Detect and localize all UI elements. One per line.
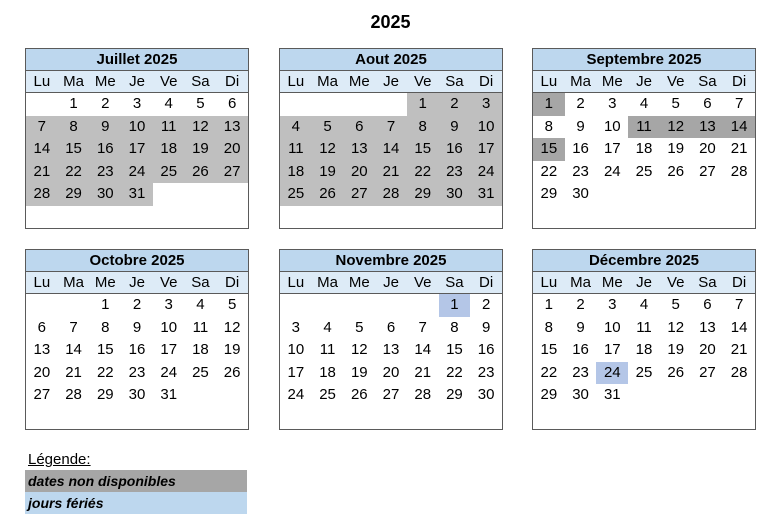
day-cell: 6 <box>703 95 712 112</box>
day-cell: 5 <box>355 318 364 336</box>
day-cell: 14 <box>26 138 58 161</box>
day-cell: 28 <box>65 386 82 403</box>
day-cell: 28 <box>730 162 748 180</box>
day-cell: 9 <box>89 116 121 139</box>
day-cell: 29 <box>540 386 558 403</box>
weekday-header <box>533 271 755 294</box>
weekday-label: Je <box>636 274 652 291</box>
day-cell: 1 <box>544 296 554 313</box>
day-cell: 12 <box>185 116 217 139</box>
weekday-label: Ve <box>413 73 432 90</box>
day-cell: 16 <box>477 341 495 358</box>
day-cell: 16 <box>89 138 121 161</box>
day-cell: 23 <box>439 161 471 184</box>
day-cell: 21 <box>730 140 748 157</box>
day-cell: 9 <box>576 117 585 135</box>
weekday-label: Sa <box>445 274 464 291</box>
day-cell: 7 <box>69 318 78 336</box>
day-cell: 26 <box>185 161 217 184</box>
day-cell: 10 <box>287 341 305 358</box>
weekday-header <box>26 70 248 93</box>
day-cell: 12 <box>223 318 241 336</box>
day-cell: 16 <box>572 341 589 358</box>
day-cell: 2 <box>576 296 585 313</box>
weekday-label: Ve <box>666 274 685 291</box>
day-grid <box>280 93 502 228</box>
day-cell: 9 <box>132 318 142 336</box>
day-cell: 22 <box>446 363 463 381</box>
weekday-label: Lu <box>540 274 558 291</box>
empty-cell <box>280 93 312 116</box>
weekday-label: Di <box>479 274 494 291</box>
day-cell: 30 <box>439 183 471 206</box>
day-cell: 19 <box>312 161 344 184</box>
empty-cell <box>280 294 312 317</box>
day-cell: 6 <box>37 318 47 336</box>
month-calendar <box>25 48 249 229</box>
day-cell: 25 <box>635 162 653 180</box>
day-cell: 16 <box>572 140 589 157</box>
empty-cell <box>343 294 375 317</box>
month-title: Décembre 2025 <box>533 249 755 271</box>
day-grid <box>26 93 248 228</box>
day-cell: 3 <box>132 95 142 112</box>
day-cell: 20 <box>343 161 375 184</box>
month-title: Septembre 2025 <box>533 48 755 70</box>
day-cell: 27 <box>699 363 716 381</box>
weekday-label: Ma <box>63 274 84 291</box>
day-cell: 7 <box>375 116 407 139</box>
day-cell: 6 <box>343 116 375 139</box>
month-calendar <box>25 249 249 430</box>
weekday-label: Ma <box>570 73 591 90</box>
weekday-label: Sa <box>191 274 210 291</box>
weekday-label: Ve <box>159 274 178 291</box>
day-cell: 5 <box>196 95 205 112</box>
day-cell: 3 <box>608 95 617 112</box>
day-cell: 6 <box>703 296 712 313</box>
day-cell: 26 <box>667 363 685 381</box>
day-cell: 17 <box>121 138 153 161</box>
weekday-label: Je <box>129 274 145 291</box>
day-cell: 26 <box>350 386 368 403</box>
day-grid <box>533 93 755 228</box>
day-cell: 1 <box>407 93 439 116</box>
day-cell: 19 <box>185 138 217 161</box>
day-cell: 30 <box>477 386 495 403</box>
day-cell: 2 <box>101 95 110 112</box>
month-calendar <box>279 48 503 229</box>
weekday-header <box>280 70 502 93</box>
day-cell: 25 <box>192 363 209 381</box>
day-cell: 25 <box>319 386 336 403</box>
month-calendar <box>532 48 756 229</box>
weekday-label: Lu <box>287 73 305 90</box>
day-cell: 24 <box>470 161 502 184</box>
day-cell: 6 <box>386 318 396 336</box>
day-cell: 1 <box>439 294 471 317</box>
day-cell: 18 <box>153 138 185 161</box>
day-cell: 27 <box>382 386 400 403</box>
day-cell: 20 <box>699 341 716 358</box>
legend <box>25 450 247 514</box>
day-cell: 29 <box>58 183 90 206</box>
day-cell: 4 <box>639 95 649 112</box>
empty-cell <box>375 294 407 317</box>
day-cell: 13 <box>692 116 724 139</box>
day-cell: 8 <box>450 318 459 336</box>
day-cell: 4 <box>280 116 312 139</box>
day-cell: 7 <box>734 95 744 112</box>
day-cell: 3 <box>608 296 617 313</box>
day-cell: 7 <box>26 116 58 139</box>
weekday-label: Di <box>479 73 494 90</box>
day-cell: 2 <box>576 95 585 112</box>
day-cell: 13 <box>343 138 375 161</box>
day-cell: 21 <box>65 363 82 381</box>
day-cell: 20 <box>33 363 51 381</box>
weekday-label: Me <box>94 73 116 90</box>
day-cell: 18 <box>635 341 653 358</box>
weekday-label: Lu <box>33 73 51 90</box>
day-cell: 24 <box>596 362 628 385</box>
day-cell: 22 <box>407 161 439 184</box>
day-cell: 13 <box>33 341 51 358</box>
day-cell: 20 <box>699 140 716 157</box>
day-grid <box>280 294 502 429</box>
day-cell: 14 <box>730 318 748 336</box>
day-cell: 17 <box>470 138 502 161</box>
day-cell: 11 <box>280 138 312 161</box>
day-cell: 27 <box>343 183 375 206</box>
month-title: Juillet 2025 <box>26 48 248 70</box>
weekday-header <box>280 271 502 294</box>
day-cell: 26 <box>312 183 344 206</box>
day-cell: 11 <box>153 116 185 139</box>
day-cell: 15 <box>58 138 90 161</box>
month-title: Aout 2025 <box>280 48 502 70</box>
month-calendar <box>532 249 756 430</box>
day-cell: 18 <box>319 363 336 381</box>
day-cell: 9 <box>481 318 491 336</box>
day-cell: 31 <box>603 386 621 403</box>
day-cell: 30 <box>128 386 146 403</box>
day-cell: 16 <box>439 138 471 161</box>
day-cell: 7 <box>418 318 427 336</box>
empty-cell <box>58 294 90 317</box>
day-cell: 12 <box>667 318 685 336</box>
month-title: Novembre 2025 <box>280 249 502 271</box>
day-cell: 25 <box>153 161 185 184</box>
day-cell: 8 <box>101 318 110 336</box>
day-cell: 23 <box>128 363 146 381</box>
day-cell: 20 <box>216 138 248 161</box>
day-cell: 5 <box>671 95 680 112</box>
day-cell: 11 <box>319 341 336 358</box>
day-cell: 8 <box>544 117 554 135</box>
day-cell: 14 <box>414 341 432 358</box>
weekday-header <box>533 70 755 93</box>
day-cell: 31 <box>470 183 502 206</box>
day-cell: 5 <box>671 296 680 313</box>
day-cell: 23 <box>89 161 121 184</box>
empty-cell <box>312 294 344 317</box>
weekday-label: Ma <box>570 274 591 291</box>
day-cell: 9 <box>439 116 471 139</box>
weekday-label: Me <box>94 274 116 291</box>
weekday-label: Je <box>383 274 399 291</box>
day-cell: 11 <box>192 318 209 336</box>
day-cell: 30 <box>572 386 589 403</box>
day-cell: 15 <box>407 138 439 161</box>
day-cell: 14 <box>723 116 755 139</box>
day-cell: 15 <box>446 341 463 358</box>
day-cell: 28 <box>730 363 748 381</box>
weekday-label: Je <box>129 73 145 90</box>
day-cell: 31 <box>160 386 178 403</box>
day-cell: 10 <box>160 318 178 336</box>
day-cell: 5 <box>227 296 237 313</box>
day-cell: 2 <box>481 296 491 313</box>
day-grid <box>533 294 755 429</box>
day-cell: 22 <box>96 363 114 381</box>
empty-cell <box>26 294 58 317</box>
day-cell: 1 <box>101 296 110 313</box>
day-cell: 5 <box>312 116 344 139</box>
month-calendar <box>279 249 503 430</box>
day-cell: 25 <box>635 363 653 381</box>
weekday-label: Di <box>225 274 240 291</box>
day-cell: 14 <box>375 138 407 161</box>
weekday-label: Je <box>383 73 399 90</box>
weekday-label: Sa <box>698 274 717 291</box>
day-cell: 4 <box>164 95 173 112</box>
empty-cell <box>407 294 439 317</box>
empty-cell <box>312 93 344 116</box>
day-cell: 29 <box>446 386 463 403</box>
day-cell: 17 <box>603 140 621 157</box>
day-grid <box>26 294 248 429</box>
day-cell: 8 <box>544 318 554 336</box>
day-cell: 29 <box>407 183 439 206</box>
day-cell: 26 <box>667 162 685 180</box>
day-cell: 20 <box>382 363 400 381</box>
day-cell: 4 <box>323 318 332 336</box>
day-cell: 27 <box>216 161 248 184</box>
weekday-label: Ve <box>159 73 178 90</box>
weekday-label: Ve <box>666 73 685 90</box>
day-cell: 10 <box>121 116 153 139</box>
day-cell: 27 <box>33 386 51 403</box>
day-cell: 19 <box>667 341 685 358</box>
day-cell: 23 <box>477 363 495 381</box>
weekday-label: Me <box>348 73 370 90</box>
day-cell: 8 <box>58 116 90 139</box>
day-cell: 24 <box>160 363 178 381</box>
day-cell: 29 <box>540 185 558 202</box>
day-cell: 21 <box>26 161 58 184</box>
weekday-label: Di <box>732 274 747 291</box>
weekday-label: Ma <box>317 274 338 291</box>
legend-holidays: jours fériés <box>25 492 247 514</box>
weekday-label: Di <box>732 73 747 90</box>
empty-cell <box>26 93 58 116</box>
day-cell: 14 <box>65 341 82 358</box>
day-cell: 15 <box>533 138 565 161</box>
legend-title: Légende: <box>28 451 91 468</box>
day-cell: 18 <box>635 140 653 157</box>
day-cell: 28 <box>375 183 407 206</box>
day-cell: 3 <box>164 296 173 313</box>
day-cell: 28 <box>26 183 58 206</box>
day-cell: 22 <box>540 363 558 381</box>
weekday-label: Ve <box>413 274 432 291</box>
year-title: 2025 <box>370 12 411 32</box>
day-cell: 10 <box>603 117 621 135</box>
day-cell: 30 <box>572 185 589 202</box>
day-cell: 3 <box>470 93 502 116</box>
day-cell: 12 <box>312 138 344 161</box>
day-cell: 21 <box>375 161 407 184</box>
day-cell: 2 <box>439 93 471 116</box>
weekday-label: Sa <box>191 73 210 90</box>
day-cell: 9 <box>576 318 585 336</box>
empty-cell <box>343 93 375 116</box>
day-cell: 17 <box>160 341 178 358</box>
day-cell: 23 <box>572 363 589 381</box>
day-cell: 28 <box>414 386 432 403</box>
day-cell: 30 <box>89 183 121 206</box>
day-cell: 21 <box>414 363 432 381</box>
day-cell: 1 <box>69 95 78 112</box>
day-cell: 27 <box>699 162 716 180</box>
day-cell: 15 <box>540 341 558 358</box>
day-cell: 1 <box>533 93 565 116</box>
day-cell: 7 <box>734 296 744 313</box>
weekday-label: Lu <box>33 274 51 291</box>
weekday-label: Lu <box>287 274 305 291</box>
day-cell: 4 <box>196 296 205 313</box>
day-cell: 24 <box>287 386 305 403</box>
day-cell: 17 <box>603 341 621 358</box>
day-cell: 25 <box>280 183 312 206</box>
empty-cell <box>375 93 407 116</box>
weekday-label: Me <box>601 73 623 90</box>
month-title: Octobre 2025 <box>26 249 248 271</box>
weekday-header <box>26 271 248 294</box>
day-cell: 23 <box>572 162 589 180</box>
weekday-label: Me <box>601 274 623 291</box>
weekday-label: Me <box>348 274 370 291</box>
weekday-label: Sa <box>698 73 717 90</box>
day-cell: 2 <box>132 296 142 313</box>
weekday-label: Sa <box>445 73 464 90</box>
weekday-label: Ma <box>63 73 84 90</box>
day-cell: 8 <box>407 116 439 139</box>
day-cell: 4 <box>639 296 649 313</box>
day-cell: 3 <box>291 318 301 336</box>
day-cell: 13 <box>216 116 248 139</box>
day-cell: 12 <box>350 341 368 358</box>
day-cell: 18 <box>192 341 209 358</box>
weekday-label: Lu <box>540 73 558 90</box>
day-cell: 16 <box>128 341 146 358</box>
day-cell: 26 <box>223 363 241 381</box>
day-cell: 29 <box>96 386 114 403</box>
legend-unavailable: dates non disponibles <box>25 470 247 492</box>
day-cell: 12 <box>660 116 692 139</box>
day-cell: 6 <box>227 95 237 112</box>
day-cell: 24 <box>121 161 153 184</box>
day-cell: 10 <box>603 318 621 336</box>
day-cell: 21 <box>730 341 748 358</box>
day-cell: 11 <box>628 116 660 139</box>
day-cell: 10 <box>470 116 502 139</box>
weekday-label: Je <box>636 73 652 90</box>
day-cell: 13 <box>699 318 716 336</box>
day-cell: 22 <box>540 162 558 180</box>
day-cell: 13 <box>382 341 400 358</box>
day-cell: 19 <box>350 363 368 381</box>
day-cell: 24 <box>603 162 621 180</box>
day-cell: 18 <box>280 161 312 184</box>
day-cell: 11 <box>636 318 652 336</box>
weekday-label: Di <box>225 73 240 90</box>
day-cell: 19 <box>667 140 685 157</box>
day-cell: 15 <box>96 341 114 358</box>
day-cell: 19 <box>223 341 241 358</box>
day-cell: 22 <box>58 161 90 184</box>
weekday-label: Ma <box>317 73 338 90</box>
day-cell: 17 <box>287 363 305 381</box>
day-cell: 31 <box>121 183 153 206</box>
